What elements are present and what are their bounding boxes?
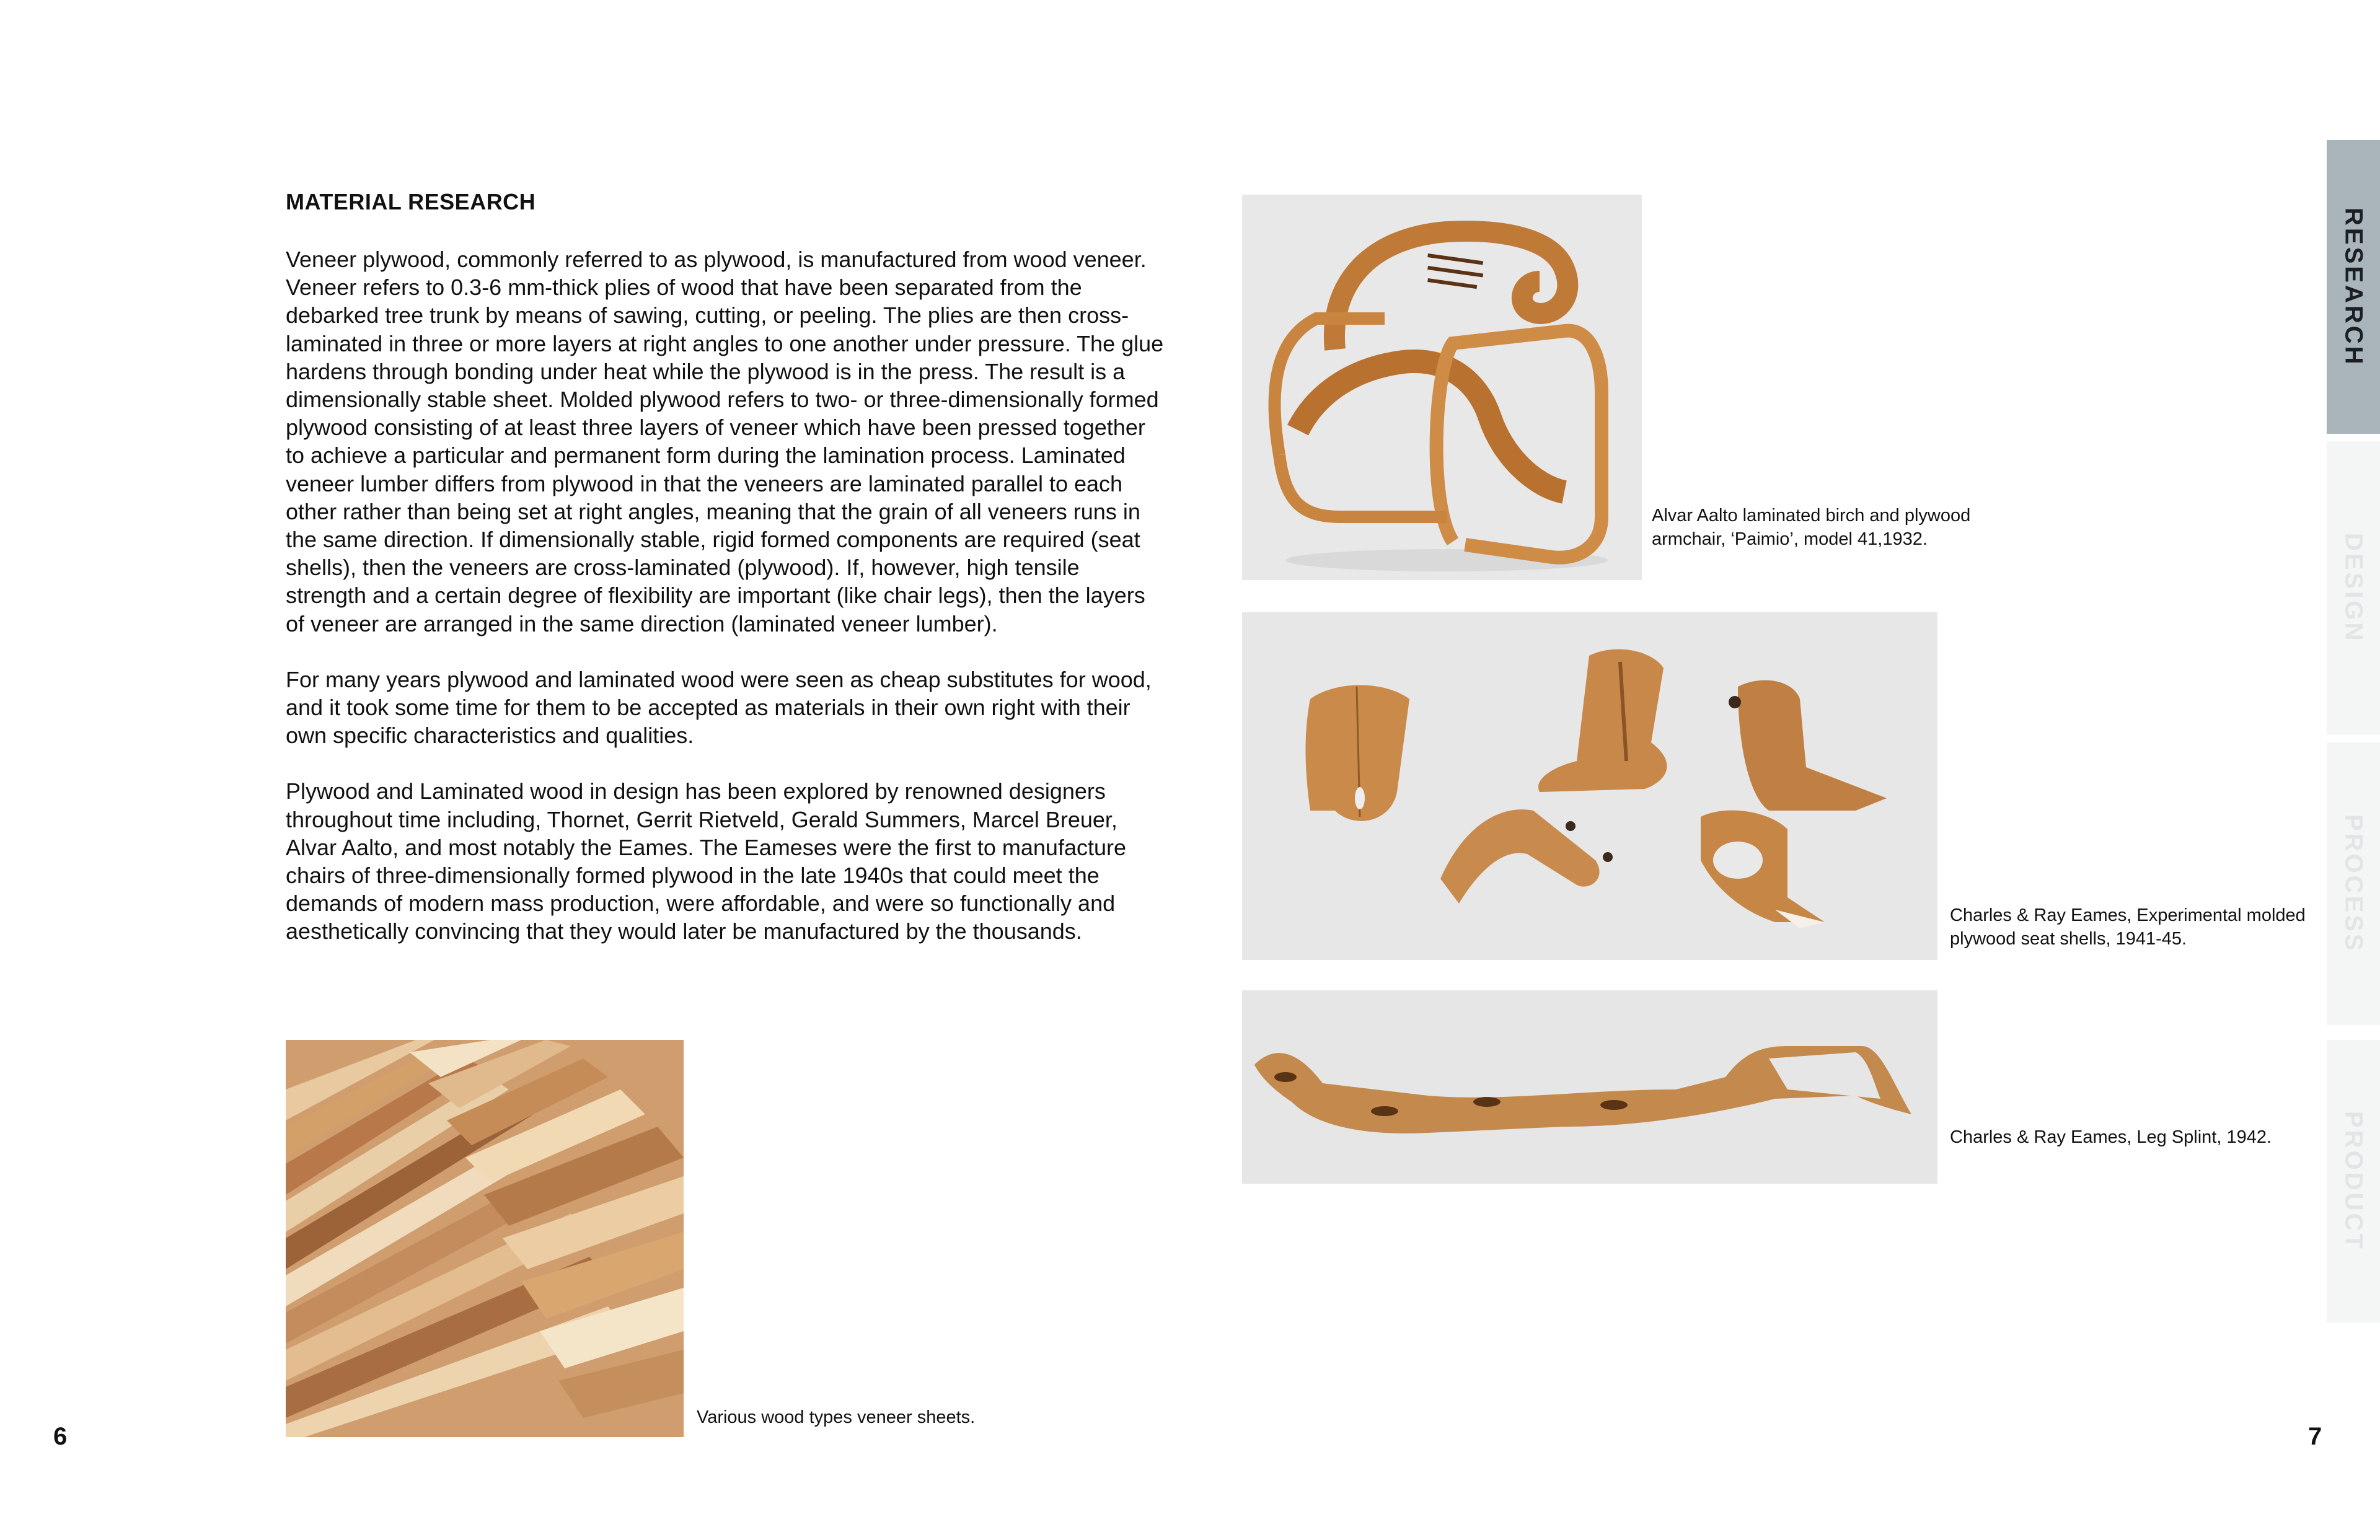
tab-research-label: RESEARCH: [2340, 207, 2368, 367]
tab-process[interactable]: [2327, 742, 2380, 1025]
tab-design-label: DESIGN: [2340, 533, 2368, 643]
leg-splint-photo: [1242, 990, 1937, 1184]
section-heading: MATERIAL RESEARCH: [286, 189, 536, 214]
tab-product-label: PRODUCT: [2340, 1111, 2368, 1251]
tab-product[interactable]: [2327, 1040, 2380, 1322]
caption-veneer: Various wood types veneer sheets.: [697, 1407, 976, 1427]
paragraph-designers: Plywood and Laminated wood in design has been explored by renowned designers throughout time including, Thornet, Gerrit Rietveld, Gerald Summers, Marcel Breuer, Alvar Aalto, and most notably the Eames. The Eameses were the first to manufacture chairs of three-dimensionally formed plywood in the late 1940s that could meet the demands of modern mass production, were affordable, and were so functionally and aesthetically convincing that they would later be manufactured by the thousands.: [286, 778, 1127, 944]
paragraph-plywood-definition: Veneer plywood, commonly referred to as plywood, is manufactured from wood veneer. Veneer refers to 0.3-6 mm-thick plies of wood that have been separated from the debarked tree trunk by means of sawing, cutting, or peeling. The plies are then cross-laminated in three or more layers at right angles to one another under pressure. The glue hardens through bonding under heat while the plywood is in the press. The result is a dimensionally stable sheet. Molded plywood refers to two- or three-dimensionally formed plywood consisting of at least three layers of veneer which have been pressed together to achieve a particular and permanent form during the lamination process. Laminated veneer lumber differs from plywood in that the veneers are laminated parallel to each other rather than being set at right angles, meaning that the grain of all veneers runs in the same direction. If dimensionally stable, rigid formed components are required (seat shells), then the veneers are cross-laminated (plywood). If, however, high tensile strength and a certain degree of flexibility are important (like chair legs), then the layers of veneer are arranged in the same direction (laminated veneer lumber).: [286, 247, 1164, 636]
caption-splint: Charles & Ray Eames, Leg Splint, 1942.: [1950, 1127, 2272, 1147]
tab-research[interactable]: [2327, 140, 2380, 434]
page-number-left: 6: [53, 1423, 68, 1450]
paimio-chair-photo: [1242, 195, 1642, 580]
page-number-right: 7: [2308, 1423, 2322, 1450]
caption-paimio: Alvar Aalto laminated birch and plywood armchair, ‘Paimio’, model 41,1932.: [1652, 506, 1971, 549]
tab-design[interactable]: [2327, 441, 2380, 735]
article-body: [286, 245, 1166, 974]
veneer-sheets-photo: [286, 1040, 684, 1437]
seat-shells-photo: [1242, 612, 1937, 960]
tab-process-label: PROCESS: [2340, 814, 2368, 953]
paragraph-acceptance: For many years plywood and laminated wood were seen as cheap substitutes for wood, and it took some time for them to be accepted as materials in their own right with their own specific characteristics and qualities.: [286, 666, 1152, 749]
caption-shells: Charles & Ray Eames, Experimental molded plywood seat shells, 1941-45.: [1950, 905, 2306, 949]
